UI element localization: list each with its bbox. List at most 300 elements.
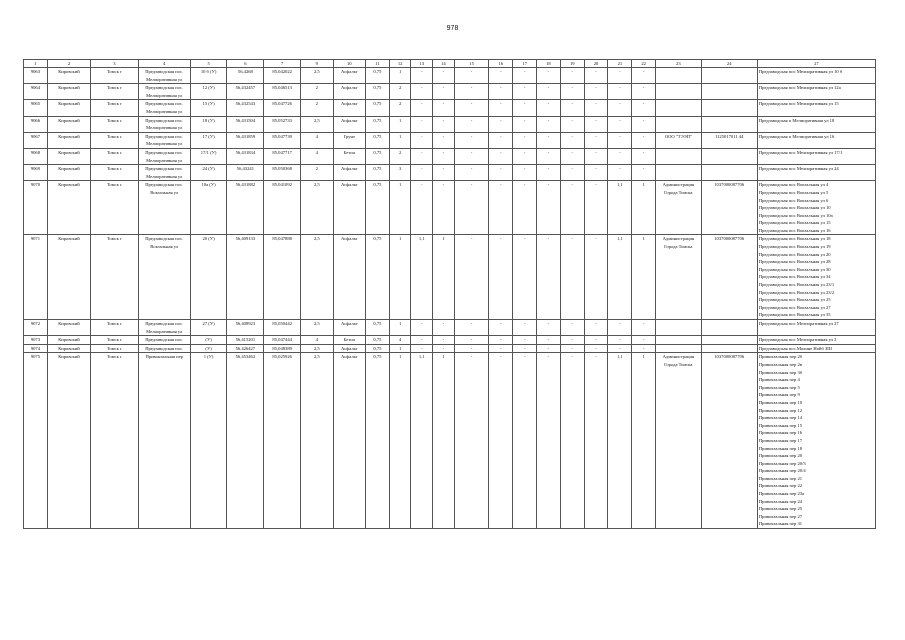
table-cell: Томск г: [91, 148, 139, 164]
table-cell: [701, 344, 757, 353]
table-cell: -: [411, 148, 433, 164]
address-line: Привокзальная пер 24: [758, 498, 803, 504]
address-line: Привокзальная пер 23а: [758, 491, 805, 497]
address-line: Привокзальная пер 3б: [758, 369, 803, 375]
table-cell: 4: [389, 336, 411, 345]
table-cell: [656, 320, 701, 336]
table-cell: -: [433, 100, 455, 116]
table-cell: 24 (У): [190, 165, 227, 181]
table-cell: 56,408923: [227, 320, 264, 336]
table-cell: -: [632, 336, 656, 345]
table-cell: 0,75: [366, 336, 390, 345]
table-cell: [757, 84, 875, 100]
column-header: 16: [489, 60, 513, 68]
column-header: 1: [24, 60, 48, 68]
table-cell: -: [537, 100, 561, 116]
table-cell: Асфальт: [333, 68, 365, 84]
address-line: Привокзальная пер 9: [758, 392, 800, 398]
table-cell: 1037000087706: [701, 181, 757, 235]
address-line: Предзаводская пос Вокзальная ул 16: [758, 227, 831, 233]
table-cell: 2: [389, 148, 411, 164]
table-cell: 9068: [24, 148, 48, 164]
table-cell: Томск г: [91, 336, 139, 345]
table-cell: -: [513, 116, 537, 132]
address-line: Предзаводская пос Вокзальная ул 10: [758, 205, 831, 211]
table-cell: 1: [389, 68, 411, 84]
table-cell: -: [433, 132, 455, 148]
table-cell: Асфальт: [333, 353, 365, 529]
table-cell: 85,047717: [264, 148, 301, 164]
table-cell: Кировский: [47, 84, 90, 100]
table-cell: -: [584, 148, 608, 164]
table-cell: -: [537, 116, 561, 132]
table-cell: -: [560, 100, 584, 116]
table-cell: [656, 148, 701, 164]
table-cell: 56,453462: [227, 353, 264, 529]
register-table: [23, 59, 876, 529]
table-cell: Томск г: [91, 100, 139, 116]
table-cell: Асфальт: [333, 181, 365, 235]
table-cell: [701, 68, 757, 84]
table-cell: 1,1: [608, 353, 632, 529]
table-cell: -: [454, 320, 489, 336]
column-header: 18: [537, 60, 561, 68]
column-header: 10: [333, 60, 365, 68]
table-cell: -: [433, 344, 455, 353]
table-cell: -: [454, 132, 489, 148]
table-cell: [757, 181, 875, 235]
table-cell: -: [433, 320, 455, 336]
table-cell: 1: [389, 320, 411, 336]
table-cell: 10а (У): [190, 181, 227, 235]
table-cell: -: [489, 353, 513, 529]
table-cell: [656, 344, 701, 353]
table-cell: Грунт: [333, 132, 365, 148]
table-body: [24, 68, 876, 529]
table-cell: 1125017011 44: [701, 132, 757, 148]
address-line: Привокзальная пер 14: [758, 415, 803, 421]
table-cell: Томск г: [91, 132, 139, 148]
table-cell: Асфальт: [333, 100, 365, 116]
table-cell: Привокзальная пер: [138, 353, 190, 529]
table-cell: (У): [190, 336, 227, 345]
table-cell: -: [513, 344, 537, 353]
table-cell: -: [632, 84, 656, 100]
address-line: Предзаводская п Мелиоративная ул 18: [758, 117, 835, 123]
table-cell: -: [513, 68, 537, 84]
address-line: Привокзальная пер 22: [758, 483, 803, 489]
table-cell: Предзаводская пос.: [138, 336, 190, 345]
table-cell: Кировский: [47, 181, 90, 235]
table-row: [24, 320, 876, 336]
address-line: Предзаводская пос Вокзальная ул 30: [758, 266, 831, 272]
table-cell: [757, 235, 875, 320]
table-cell: -: [513, 336, 537, 345]
address-line: Привокзальная пер 27: [758, 513, 803, 519]
table-cell: 1: [389, 353, 411, 529]
column-header: 22: [632, 60, 656, 68]
table-cell: -: [584, 68, 608, 84]
table-cell: 15 (У): [190, 100, 227, 116]
table-cell: -: [608, 148, 632, 164]
table-cell: Асфальт: [333, 165, 365, 181]
table-cell: 2: [389, 84, 411, 100]
address-line: Предзаводская пос Вокзальная ул 23/1: [758, 282, 835, 288]
address-line: Привокзальная пер 21: [758, 475, 803, 481]
table-cell: -: [513, 148, 537, 164]
address-line: Привокзальная пер 17: [758, 437, 803, 443]
table-cell: -: [608, 84, 632, 100]
table-cell: -: [632, 320, 656, 336]
table-cell: -: [537, 181, 561, 235]
table-cell: 1,1: [411, 353, 433, 529]
table-cell: 2: [301, 100, 333, 116]
table-row: [24, 116, 876, 132]
table-cell: 56,431859: [227, 132, 264, 148]
table-cell: Асфальт: [333, 235, 365, 320]
column-header: 6: [227, 60, 264, 68]
address-line: Предзаводская пос Мелиоративная ул 10 б: [758, 69, 843, 74]
address-line: Предзаводская п Мелиоративная ул 16: [758, 133, 835, 139]
table-cell: 9070: [24, 181, 48, 235]
table-cell: -: [489, 344, 513, 353]
table-cell: Администрация Города Томска: [656, 181, 701, 235]
table-cell: -: [608, 320, 632, 336]
table-cell: 56,426427: [227, 344, 264, 353]
table-cell: Кировский: [47, 68, 90, 84]
table-cell: 1: [389, 181, 411, 235]
table-cell: -: [560, 344, 584, 353]
address-line: Предзаводская пос Вокзальная ул 27: [758, 304, 831, 310]
table-cell: -: [608, 336, 632, 345]
table-cell: 85,042022: [264, 68, 301, 84]
table-cell: 9065: [24, 100, 48, 116]
table-cell: Асфальт: [333, 84, 365, 100]
table-cell: -: [454, 181, 489, 235]
table-cell: -: [454, 336, 489, 345]
table-cell: 0,75: [366, 320, 390, 336]
address-line: Предзаводская пос Вокзальная ул 18: [758, 236, 831, 242]
table-cell: 10 б (У): [190, 68, 227, 84]
table-cell: 1,1: [608, 181, 632, 235]
table-cell: -: [537, 132, 561, 148]
table-cell: 27 (У): [190, 320, 227, 336]
table-row: [24, 336, 876, 345]
column-header: 12: [389, 60, 411, 68]
table-cell: -: [513, 165, 537, 181]
table-cell: -: [537, 353, 561, 529]
table-cell: 85,025926: [264, 353, 301, 529]
address-line: Привокзальная пер 18: [758, 445, 803, 451]
table-row: [24, 100, 876, 116]
table-cell: -: [433, 116, 455, 132]
table-cell: Кировский: [47, 320, 90, 336]
table-cell: Асфальт: [333, 320, 365, 336]
table-cell: -: [560, 132, 584, 148]
column-header: 2: [47, 60, 90, 68]
table-cell: 85,047444: [264, 336, 301, 345]
table-cell: -: [454, 344, 489, 353]
table-cell: -: [584, 336, 608, 345]
table-cell: 0,75: [366, 353, 390, 529]
table-cell: 17/1 (У): [190, 148, 227, 164]
table-cell: -: [537, 344, 561, 353]
address-line: Предзаводская пос Вокзальная ул 35: [758, 312, 831, 318]
table-cell: -: [411, 344, 433, 353]
table-cell: 9067: [24, 132, 48, 148]
address-line: Предзаводская пос Мелиоративная ул 24: [758, 166, 839, 172]
table-row: [24, 132, 876, 148]
table-cell: 1,1: [411, 235, 433, 320]
table-cell: 9075: [24, 353, 48, 529]
address-line: Привокзальная пер 16: [758, 430, 803, 436]
table-cell: -: [537, 235, 561, 320]
table-cell: -: [560, 320, 584, 336]
table-row: [24, 235, 876, 320]
address-line: Предзаводская пос Вокзальная ул 34: [758, 274, 831, 280]
table-cell: [701, 165, 757, 181]
table-cell: Кировский: [47, 235, 90, 320]
table-cell: 85,048389: [264, 344, 301, 353]
table-cell: 1: [433, 353, 455, 529]
table-cell: -: [489, 84, 513, 100]
table-row: [24, 353, 876, 529]
table-cell: -: [489, 320, 513, 336]
table-cell: [757, 165, 875, 181]
table-cell: 2: [389, 100, 411, 116]
table-cell: -: [433, 336, 455, 345]
table-cell: 1: [389, 344, 411, 353]
table-cell: -: [560, 68, 584, 84]
table-cell: -: [537, 84, 561, 100]
table-cell: 0,75: [366, 235, 390, 320]
header-row: [24, 60, 876, 68]
table-cell: Кировский: [47, 116, 90, 132]
table-cell: 85,050442: [264, 320, 301, 336]
address-line: Предзаводская пос Мелиоративная ул 15: [758, 101, 839, 107]
table-cell: 1: [389, 235, 411, 320]
table-cell: -: [454, 116, 489, 132]
table-cell: -: [433, 148, 455, 164]
table-cell: 1: [433, 235, 455, 320]
table-cell: 0,75: [366, 68, 390, 84]
address-line: Привокзальная пер 12: [758, 407, 803, 413]
table-cell: [656, 336, 701, 345]
table-cell: -: [632, 148, 656, 164]
table-cell: 1: [632, 235, 656, 320]
table-cell: Томск г: [91, 116, 139, 132]
table-cell: 1,1: [608, 235, 632, 320]
table-cell: Предзаводская пос. Вокзальная ул: [138, 181, 190, 235]
column-header: 19: [560, 60, 584, 68]
table-cell: -: [411, 320, 433, 336]
address-line: Предзаводская пос Вокзальная ул 15: [758, 220, 831, 226]
table-cell: Томск г: [91, 320, 139, 336]
table-cell: 17 (У): [190, 132, 227, 148]
address-line: Предзаводская пос.Малине Нойб ЗШ: [758, 345, 832, 351]
table-cell: Томск г: [91, 181, 139, 235]
table-cell: -: [411, 84, 433, 100]
table-cell: [757, 353, 875, 529]
table-cell: 56,4268: [227, 68, 264, 84]
table-cell: 85,052733: [264, 116, 301, 132]
column-header: 3: [91, 60, 139, 68]
table-cell: -: [608, 132, 632, 148]
address-line: Привокзальная пер 15: [758, 422, 803, 428]
table-cell: 85,047726: [264, 100, 301, 116]
table-cell: 85,050368: [264, 165, 301, 181]
table-cell: [757, 132, 875, 148]
table-cell: -: [584, 235, 608, 320]
table-cell: Предзаводская пос. Мелиоративная ул: [138, 165, 190, 181]
column-header: 27: [757, 60, 875, 68]
table-cell: -: [513, 235, 537, 320]
column-header: 9: [301, 60, 333, 68]
table-cell: ООО "ТЭЭП": [656, 132, 701, 148]
table-cell: Кировский: [47, 336, 90, 345]
table-cell: 9071: [24, 235, 48, 320]
table-cell: -: [584, 353, 608, 529]
address-line: Предзаводская пос Вокзальная ул 20: [758, 251, 831, 257]
table-cell: 56,415201: [227, 336, 264, 345]
table-cell: [757, 100, 875, 116]
table-cell: Предзаводская пос. Мелиоративная ул: [138, 132, 190, 148]
table-cell: -: [560, 165, 584, 181]
table-cell: -: [489, 132, 513, 148]
table-cell: 2,5: [301, 116, 333, 132]
column-header: 5: [190, 60, 227, 68]
address-line: Привокзальная пер 20/3: [758, 460, 806, 466]
table-cell: [757, 116, 875, 132]
table-cell: Кировский: [47, 165, 90, 181]
table-cell: Томск г: [91, 353, 139, 529]
table-cell: 12 (У): [190, 84, 227, 100]
table-cell: 4: [301, 132, 333, 148]
table-cell: -: [411, 336, 433, 345]
table-cell: Предзаводская пос. Мелиоративная ул: [138, 320, 190, 336]
address-line: Привокзальная пер 5: [758, 384, 800, 390]
address-line: Предзаводская пос Мелиоративная ул 12а: [758, 85, 841, 91]
table-cell: -: [608, 68, 632, 84]
address-line: Предзаводская пос Вокзальная ул 23/2: [758, 289, 835, 295]
table-cell: 20 (У): [190, 235, 227, 320]
table-cell: -: [411, 181, 433, 235]
table-cell: 1: [389, 132, 411, 148]
address-line: Привокзальная пер 2в: [758, 361, 802, 367]
table-cell: -: [489, 68, 513, 84]
table-cell: 1: [632, 181, 656, 235]
table-cell: [701, 148, 757, 164]
table-cell: 2: [301, 84, 333, 100]
table-cell: Асфальт: [333, 116, 365, 132]
address-line: Привокзальная пер 20: [758, 453, 803, 459]
table-cell: -: [584, 165, 608, 181]
table-cell: -: [513, 100, 537, 116]
table-cell: 2: [301, 165, 333, 181]
table-cell: [757, 336, 875, 345]
table-row: [24, 181, 876, 235]
address-line: Предзаводская пос Мелиоративная ул 2: [758, 337, 837, 343]
table-cell: Предзаводская пос.: [138, 344, 190, 353]
table-cell: -: [537, 165, 561, 181]
table-cell: Предзаводская пос. Вокзальная ул: [138, 235, 190, 320]
column-header: 13: [411, 60, 433, 68]
table-cell: -: [560, 181, 584, 235]
table-cell: -: [560, 148, 584, 164]
table-cell: Предзаводская пос. Мелиоративная ул: [138, 116, 190, 132]
address-line: Предзаводская пос Вокзальная ул 19: [758, 244, 831, 250]
table-cell: 0,75: [366, 165, 390, 181]
table-cell: Бетон: [333, 148, 365, 164]
table-cell: -: [608, 100, 632, 116]
table-cell: 9072: [24, 320, 48, 336]
table-cell: -: [489, 148, 513, 164]
table-cell: 1: [632, 353, 656, 529]
column-header: 17: [513, 60, 537, 68]
table-cell: -: [632, 116, 656, 132]
table-cell: -: [584, 344, 608, 353]
column-header: 15: [454, 60, 489, 68]
table-cell: 9074: [24, 344, 48, 353]
column-header: 21: [608, 60, 632, 68]
table-cell: -: [632, 165, 656, 181]
table-cell: [757, 344, 875, 353]
table-cell: -: [489, 336, 513, 345]
table-cell: [757, 148, 875, 164]
address-line: Привокзальная пер 2б: [758, 354, 803, 360]
table-cell: -: [433, 84, 455, 100]
table-cell: -: [608, 116, 632, 132]
table-cell: -: [560, 235, 584, 320]
table-cell: Кировский: [47, 344, 90, 353]
table-cell: -: [433, 181, 455, 235]
table-cell: 2,5: [301, 320, 333, 336]
table-cell: 1037000087706: [701, 353, 757, 529]
address-line: Привокзальная пер 31: [758, 521, 803, 527]
table-cell: -: [411, 132, 433, 148]
address-line: Привокзальная пер 20/4: [758, 468, 806, 474]
table-cell: -: [584, 84, 608, 100]
column-header: 24: [701, 60, 757, 68]
table-cell: 56,43241: [227, 165, 264, 181]
table-row: [24, 68, 876, 84]
table-cell: -: [489, 100, 513, 116]
column-header: 23: [656, 60, 701, 68]
table-cell: -: [433, 68, 455, 84]
table-cell: -: [560, 84, 584, 100]
table-cell: -: [454, 165, 489, 181]
table-cell: 2,5: [301, 68, 333, 84]
table-cell: -: [560, 116, 584, 132]
table-cell: 85,047739: [264, 132, 301, 148]
table-cell: 18 (У): [190, 116, 227, 132]
address-line: Привокзальная пер 10: [758, 399, 803, 405]
table-cell: 3: [389, 165, 411, 181]
address-line: Предзаводская пос Вокзальная ул 5: [758, 189, 829, 195]
table-row: [24, 165, 876, 181]
table-cell: 56,431882: [227, 181, 264, 235]
table-cell: 56,432457: [227, 84, 264, 100]
address-line: Предзаводская пос Вокзальная ул 4: [758, 182, 829, 188]
table-cell: -: [584, 181, 608, 235]
table-cell: Администрация Города Томска: [656, 353, 701, 529]
table-cell: -: [454, 148, 489, 164]
table-cell: -: [411, 165, 433, 181]
table-cell: [656, 68, 701, 84]
table-cell: -: [513, 353, 537, 529]
column-header: 14: [433, 60, 455, 68]
table-cell: -: [454, 100, 489, 116]
